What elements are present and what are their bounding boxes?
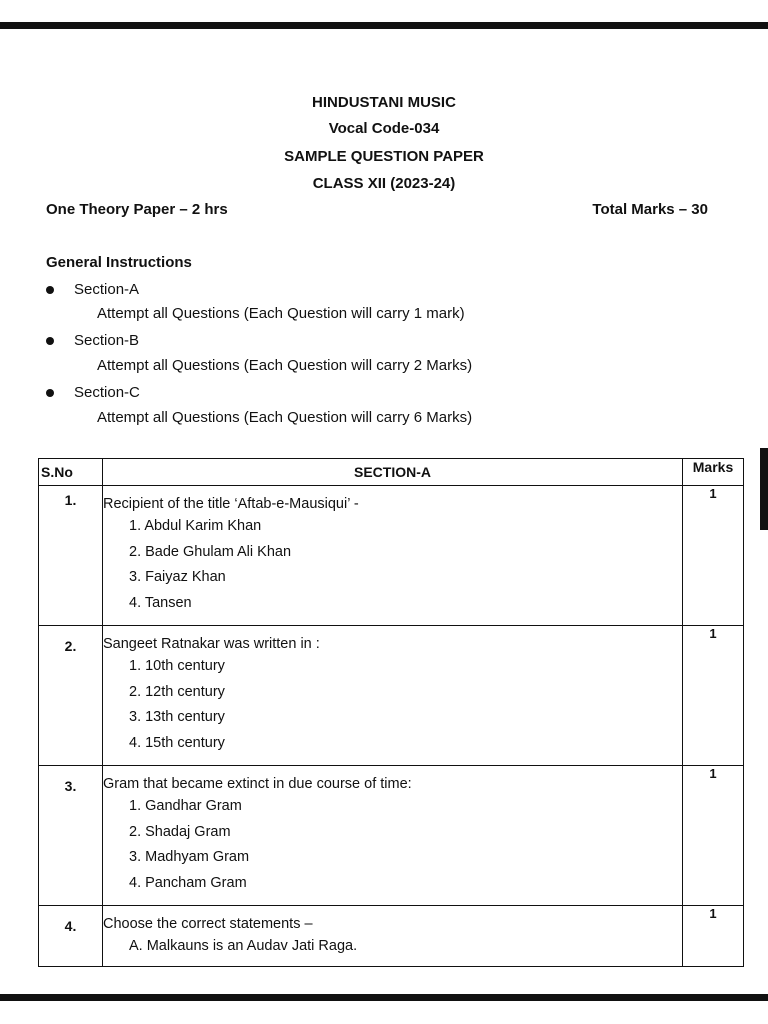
bullet-icon xyxy=(46,389,54,397)
table-row xyxy=(39,766,744,906)
option-item: A. Malkauns is an Audav Jati Raga. xyxy=(129,938,358,954)
options-list xyxy=(129,938,682,964)
question-number: 1. xyxy=(39,486,103,626)
question-cell xyxy=(103,906,683,967)
option-item: 2. Shadaj Gram xyxy=(129,823,231,840)
bottom-border-rule xyxy=(0,994,768,1001)
question-cell xyxy=(103,626,683,766)
instruction-section-a xyxy=(46,281,139,298)
top-border-rule xyxy=(0,22,768,29)
instruction-text: Attempt all Questions (Each Question will carry 1 mark) xyxy=(97,305,465,322)
subject-code: Vocal Code-034 xyxy=(328,120,440,137)
question-cell xyxy=(103,766,683,906)
option-item: 2. 12th century xyxy=(129,683,225,700)
instruction-text: Attempt all Questions (Each Question will carry 2 Marks) xyxy=(97,357,473,374)
option-item: 4. 15th century xyxy=(129,734,225,751)
paper-title: SAMPLE QUESTION PAPER xyxy=(284,148,484,165)
options-list xyxy=(129,518,682,620)
options-list xyxy=(129,798,682,900)
subject-title: HINDUSTANI MUSIC xyxy=(312,94,456,111)
bullet-icon xyxy=(46,337,54,345)
question-marks: 1 xyxy=(683,906,744,967)
question-text: Sangeet Ratnakar was written in : xyxy=(103,636,320,652)
instruction-text: Attempt all Questions (Each Question will carry 6 Marks) xyxy=(97,409,473,426)
section-name: Section-B xyxy=(74,332,140,349)
option-item: 4. Pancham Gram xyxy=(129,874,247,891)
question-text: Choose the correct statements – xyxy=(103,916,313,932)
option-item: 1. Gandhar Gram xyxy=(129,798,242,814)
bullet-icon xyxy=(46,286,54,294)
instruction-section-b xyxy=(46,332,139,349)
header-section: SECTION-A xyxy=(103,459,683,486)
question-number: 2. xyxy=(39,626,103,766)
table-header-row xyxy=(39,459,744,486)
class-title: CLASS XII (2023-24) xyxy=(312,175,456,192)
option-item: 3. Madhyam Gram xyxy=(129,849,250,865)
total-marks-text: Total Marks – 30 xyxy=(592,201,708,218)
instruction-section-c xyxy=(46,384,140,401)
question-marks: 1 xyxy=(683,766,744,906)
question-text: Recipient of the title ‘Aftab-e-Mausiqui’ - xyxy=(103,496,359,512)
question-text: Gram that became extinct in due course of time: xyxy=(103,776,412,792)
option-item: 4. Tansen xyxy=(129,594,192,611)
question-marks: 1 xyxy=(683,486,744,626)
header-marks: Marks xyxy=(683,459,744,486)
question-table xyxy=(38,458,744,967)
option-item: 2. Bade Ghulam Ali Khan xyxy=(129,543,292,560)
duration-text: One Theory Paper – 2 hrs xyxy=(46,201,228,218)
options-list xyxy=(129,658,682,760)
question-number: 4. xyxy=(39,906,103,967)
option-item: 1. Abdul Karim Khan xyxy=(129,518,262,534)
section-name: Section-C xyxy=(74,384,140,401)
scan-edge-mark xyxy=(760,448,768,530)
option-item: 1. 10th century xyxy=(129,658,225,674)
option-item: 3. Faiyaz Khan xyxy=(129,569,226,585)
question-cell xyxy=(103,486,683,626)
option-item: 3. 13th century xyxy=(129,709,225,725)
table-row xyxy=(39,906,744,967)
question-marks: 1 xyxy=(683,626,744,766)
section-name: Section-A xyxy=(74,281,140,298)
general-instructions-title: General Instructions xyxy=(46,254,192,271)
table-row xyxy=(39,486,744,626)
question-number: 3. xyxy=(39,766,103,906)
header-sno: S.No xyxy=(39,459,103,486)
table-row xyxy=(39,626,744,766)
